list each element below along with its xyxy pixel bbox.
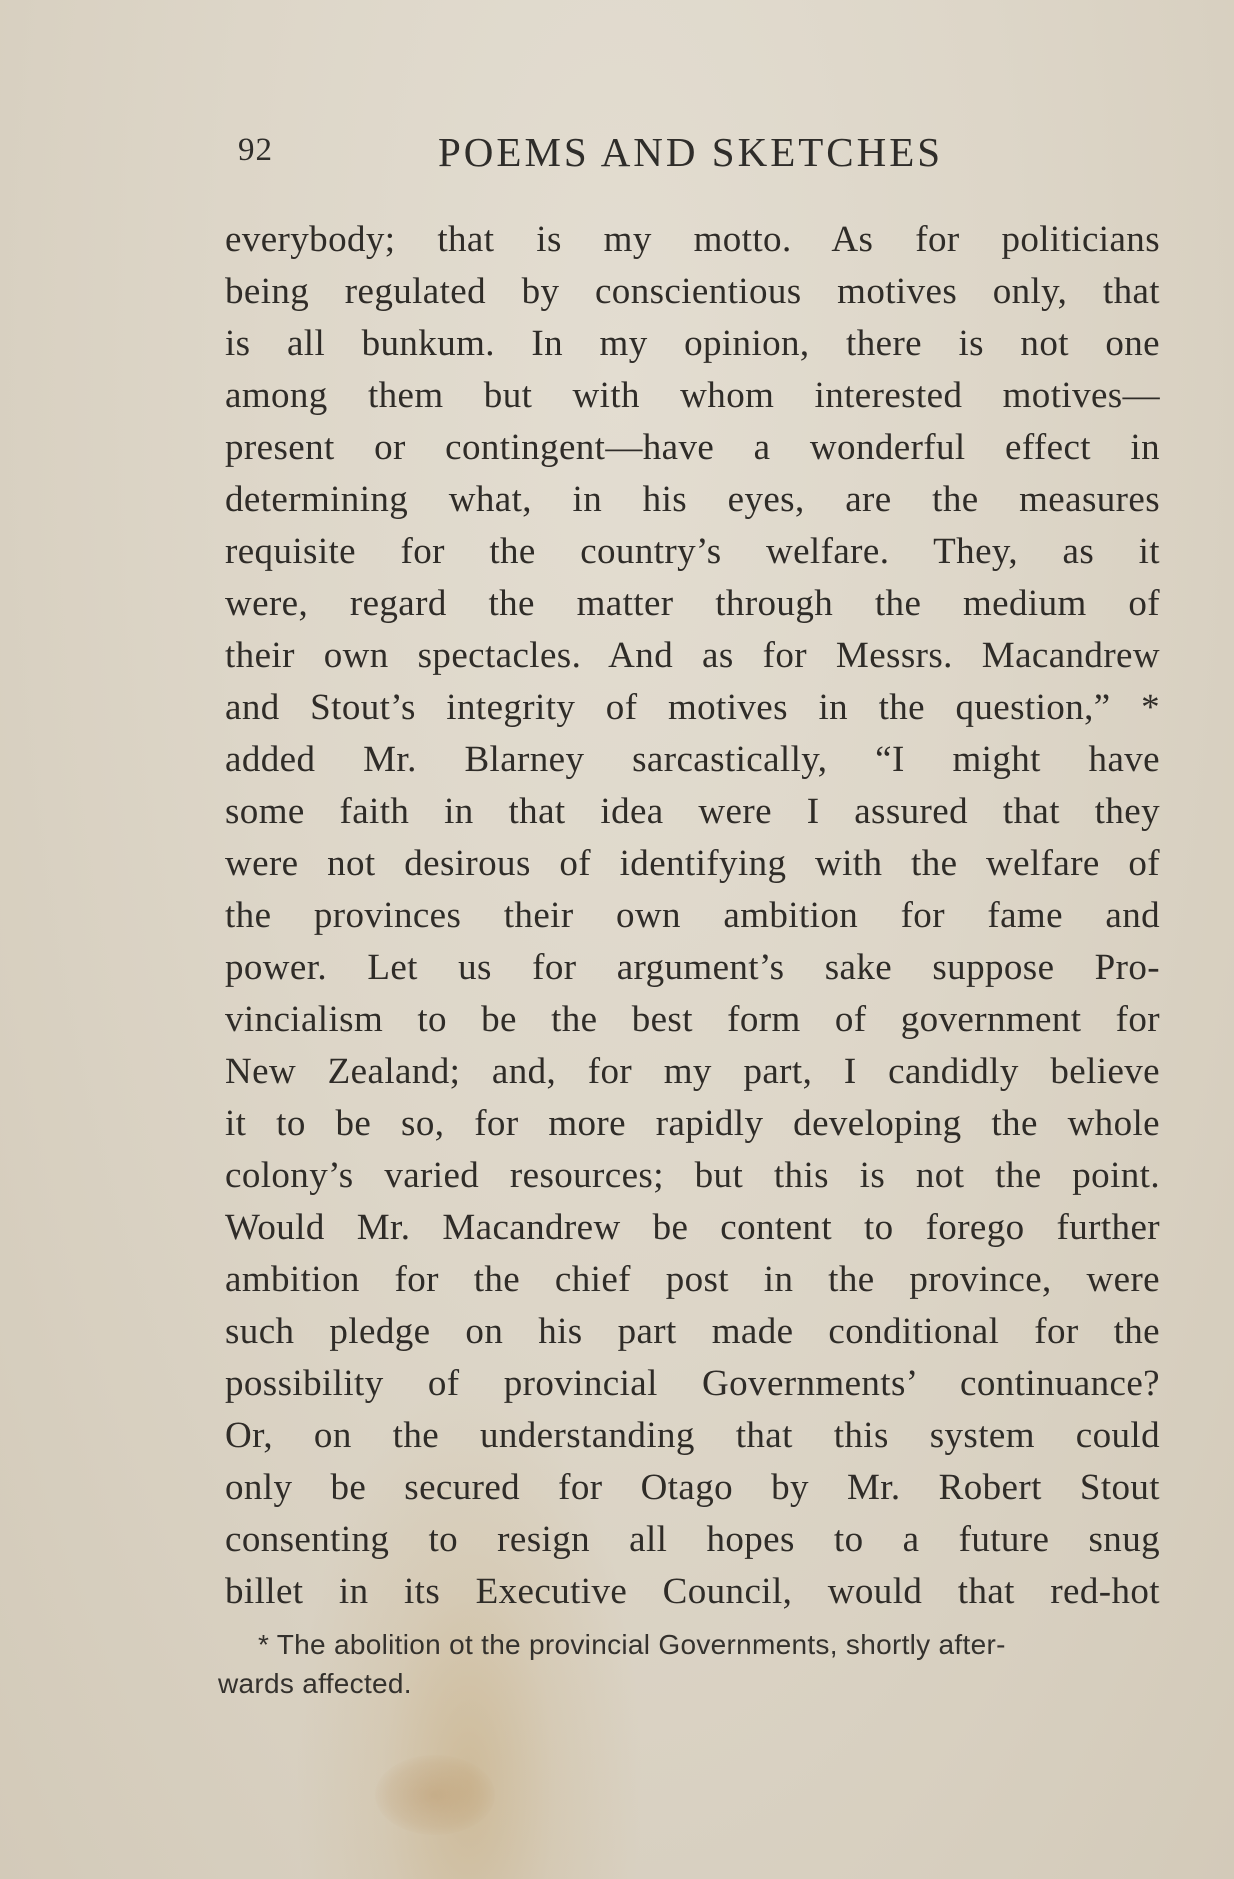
text-line: were not desirous of identifying with the welfare of — [225, 843, 1160, 884]
text-line: colony’s varied resources; but this is not the point. — [225, 1155, 1160, 1196]
footnote — [218, 1625, 1149, 1703]
running-title: POEMS AND SKETCHES — [438, 129, 944, 175]
text-line: it to be so, for more rapidly developing the whole — [225, 1103, 1160, 1144]
text-line: were, regard the matter through the medium of — [225, 583, 1160, 624]
text-line: present or contingent—have a wonderful effect in — [225, 427, 1160, 468]
page-number: 92 — [238, 132, 273, 168]
text-line: determining what, in his eyes, are the measures — [225, 479, 1160, 520]
text-line: everybody; that is my motto. As for politicians — [225, 219, 1160, 260]
text-line: consenting to resign all hopes to a future snug — [225, 1519, 1160, 1560]
text-line: power. Let us for argument’s sake suppose Pro- — [225, 947, 1160, 988]
text-line: such pledge on his part made conditional for the — [225, 1311, 1160, 1352]
text-line: requisite for the country’s welfare. They, as it — [225, 531, 1160, 572]
paper-stain — [375, 1755, 495, 1835]
body-text — [225, 214, 1160, 1618]
text-line: Or, on the understanding that this system could — [225, 1415, 1160, 1456]
footnote-line: * The abolition ot the provincial Governments, shortly after- — [258, 1629, 1006, 1660]
text-line: possibility of provincial Governments’ continuance? — [225, 1363, 1160, 1404]
footnote-line: wards affected. — [218, 1668, 412, 1699]
text-line: is all bunkum. In my opinion, there is not one — [225, 323, 1160, 364]
text-line: only be secured for Otago by Mr. Robert Stout — [225, 1467, 1160, 1508]
text-line: their own spectacles. And as for Messrs. Macandrew — [225, 635, 1160, 676]
text-line: billet in its Executive Council, would that red-hot — [225, 1571, 1160, 1612]
text-line: the provinces their own ambition for fame and — [225, 895, 1160, 936]
text-line: ambition for the chief post in the province, were — [225, 1259, 1160, 1300]
text-line: added Mr. Blarney sarcastically, “I might have — [225, 739, 1160, 780]
text-line: Would Mr. Macandrew be content to forego further — [225, 1207, 1160, 1248]
text-line: some faith in that idea were I assured that they — [225, 791, 1160, 832]
page-header — [238, 128, 970, 178]
text-line: among them but with whom interested motives— — [225, 375, 1160, 416]
text-line: New Zealand; and, for my part, I candidly believe — [225, 1051, 1160, 1092]
text-line: and Stout’s integrity of motives in the question,” * — [225, 687, 1160, 728]
text-line: being regulated by conscientious motives only, that — [225, 271, 1160, 312]
text-line: vincialism to be the best form of government for — [225, 999, 1160, 1040]
